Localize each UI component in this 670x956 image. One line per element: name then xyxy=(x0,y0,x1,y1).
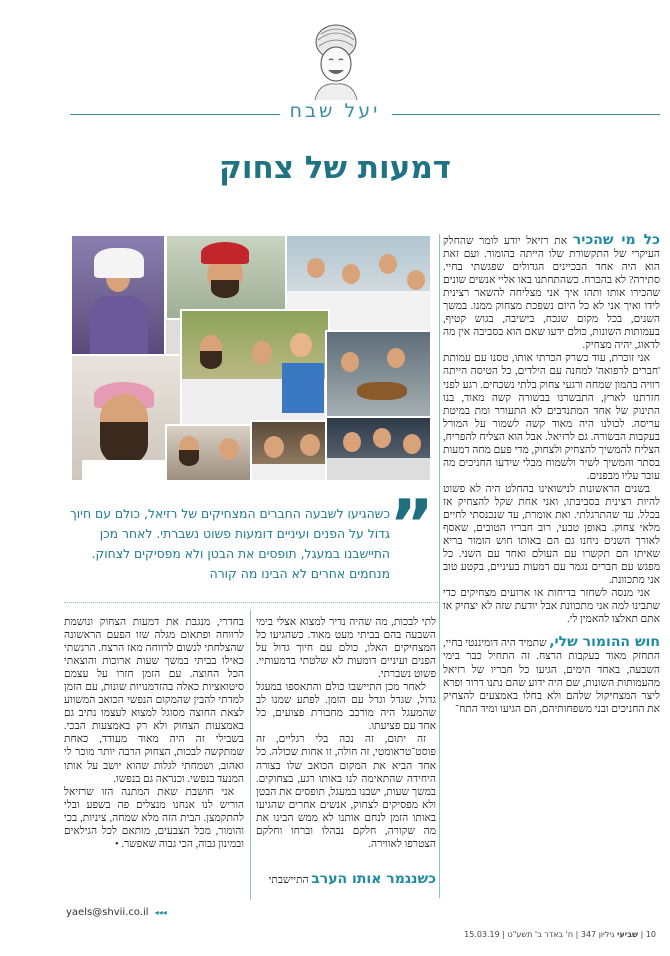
paragraph: אני זוכרת, עוד כשרק הכרתי אותו, טסנו עם עמותת 'חברים לרפואה' למחנה עם הילדים, כל הטיסה הייתה רוויה בהמון שמחה ורגעי צחוק בלתי נשכחים. רגע לפני חזרתנו לארץ, התבשרנו בבשורה קשה מאוד, בנו התינוק של אחד המתנדבים לא התעורר ומת במיטת עריסה. לכולנו היה מאוד קשה לשמור על המורל בעקבות הבשורה. גם לרזיאל. אבל הוא הצליח להפריח, הצליח להמשיך להצחיק ולצחוק, מדי פעם מחה דמעות בסתר והמשיך לשיר ולשמוח מבלי שידעו החניכים מה עובר עליו מבפנים. xyxy=(443,353,660,482)
paragraph-text: שתמיד היה דומיננטי בחיי, התחזק מאוד בעקבות הרצח. זה התחיל כבר בימי השבעה, באחד הימים, הגיעו כל חבריו של רזיאל מהעמותות השונות, שם היה ידוע שהם נתנו דרור ופרא ליצר המצחיקול שלהם ולא בחלו באמצעים להצחיק את החניכים ובני משפחותיהם, הם הגיעו ומיד התח־ xyxy=(443,638,660,715)
pull-quote-text: כשהגיעו לשבעה החברים המצחיקים של רזיאל, כולם עם חיוך גדול על הפנים ועיניים דומעות פשוט נשברתי. לאחר מכן התיישבנו במעגל, תופסים את הבטן ולא מפסיקים לצחוק. מנחמים אחרים לא הבינו מה קורה xyxy=(70,506,390,581)
issue-number: גיליון 347 xyxy=(580,930,615,939)
photo-friends xyxy=(250,420,332,482)
paragraph xyxy=(443,234,660,352)
page-footer xyxy=(464,930,656,939)
paragraph: בחדרי, מנגבת את דמעות הצחוק ונושמת לרווחה ופתאום מגלה שזו הפעם הראשונה שהצלחתי לנשום לרווחה מאז הרצח. הרגשתי כאילו בביתי במשך שעות ארוכות והוצאתי הכל החוצה. עם הזמן חזרו על עצמם סיטואציות כאלה בהזדמנויות שונות, עם הזמן למדתי להבין שהמקום הנפשי הכואב המשווע לצאת החוצה מסוגל למצוא לעצמו נתיב גם באמצעות הצחוק ולא רק באמצעות הבכי. בשבילי זה היה מאוד מעודד, כאחת שמתקשה לבכות, הצחוק הרבה יותר מוכר לי ואהוב, ושמחתי לגלות שהוא יושב על אותו המנעד בנפשי. וכנראה גם בנפשו. xyxy=(64,617,244,785)
paragraph xyxy=(256,870,436,887)
dotted-separator xyxy=(64,602,438,603)
arrows-icon: ◂◂◂ xyxy=(154,908,167,917)
photo-smiling-men xyxy=(165,424,253,482)
paragraph: זה יתום, זה נכה בלי רגליים, זה פוסט־טראומטי, זה חולה, זו אחות שכולה. כל אחד הביא את המקום הכואב שלו בצורה היחידה שהתאימה לנו באותו רגע, בצחוקים. במשך שעות, ישבנו במעגל, תופסים את הבטן ולא מפסיקים לצחוק, אנשים אחרים שהגיעו באותו הזמן לנחם אותנו לא ממש הבינו את מה שקורה, חלקם נבהלו וברחו וחלקם הצטרפו לאווירה. xyxy=(256,734,436,850)
left-text-column xyxy=(64,616,244,898)
paragraph: אני מנסה לשחזר בדיחות או ארועים מצחיקים כדי שתבינו למה אני מתכוונת אבל יודעת שזה לא יצחיק או אתם תאלצו להאמין לי. xyxy=(443,588,660,626)
author-portrait-sketch xyxy=(305,22,367,100)
email-link[interactable]: yaels@shvii.co.il xyxy=(66,907,149,918)
lead-in: כשנגמר אותו הערב xyxy=(311,870,436,887)
page-number: 10 xyxy=(645,930,656,939)
photo-guitar-player xyxy=(325,330,432,422)
paragraph: לאחר מכן התיישבו כולם והתאספו במעגל גדול, שגדל וגדל עם הזמן. לפתע שמנו לב שהמעגל היה מורכב מחבורת פצועים, כל אחד עם פציעתו. xyxy=(256,682,436,733)
separator: | xyxy=(575,930,579,939)
lead-in: חוש ההומור שלי, xyxy=(549,634,660,651)
column-divider xyxy=(250,610,251,900)
middle-text-column xyxy=(256,616,436,898)
photo-man-white-robe xyxy=(70,234,166,356)
separator: | xyxy=(502,930,505,939)
paragraph: בשנים הראשונות לנישואינו בהחלט היה לא פשוט להיות רצינית בסביבתו, ואני אחת שקל להצחיק אז בכלל. עד שהתרגלתי. ואת אומרת, עד שנכנסתי לחיים מלאי צחוק. באופן טבעי, רוב חבריו הטובים, שאסף לאורך השנים ניחנו גם הם באותו חוש הומור בריא שאיתו הם תקשרו עם העולם ואחד עם השני. כל מפגש עם חברים נגמר עם דמעות בעיניים, בקטע טוב אני מתכוונת. xyxy=(443,483,660,587)
separator: | xyxy=(640,930,644,939)
magazine-name: שביעי xyxy=(617,930,639,939)
paragraph: לתי לבכות, מה שהיה נדיר למצוא אצלי בימי השבעה בהם בביתי מעט מאוד. כשהגיעו כל המצחיקים האלו, כולם עם חיוך גדול על הפנים ועיניים דומעות לא שלטתי בדמעותיי. פשוט נשברתי. xyxy=(256,617,436,681)
photo-red-hat xyxy=(165,234,290,320)
article-title: דמעות של צחוק xyxy=(219,150,451,186)
paragraph: אני חושבת שאת המתנה הזו שרזיאל הוריש לנו אנחנו מנצלים פה בשפע ובלי להתקמצן. הבית הזה מלא שמחה, ציניות, בכי והומור, מכל הצבעים, מותאם לכל הגילאים ובמינון גבוה, הכי גבוה שאפשר. • xyxy=(64,786,244,850)
hebrew-date: ח' באדר ב' תשע"ט xyxy=(507,930,574,939)
column-divider xyxy=(439,234,440,898)
author-name: יעל שבח xyxy=(289,100,381,122)
issue-date: 15.03.19 xyxy=(464,930,500,939)
paragraph xyxy=(443,636,660,715)
photo-collage xyxy=(70,234,432,482)
quote-mark-icon: ” xyxy=(389,486,434,565)
author-email[interactable] xyxy=(66,907,167,918)
photo-night-group xyxy=(325,416,432,482)
pull-quote xyxy=(64,486,438,592)
photo-couch-group xyxy=(180,309,330,431)
right-text-column xyxy=(443,234,660,896)
lead-in: כל מי שהכיר xyxy=(572,234,660,248)
paragraph-text: התיישבתי xyxy=(268,874,312,886)
paragraph-text: את רזיאל יודע לומר שהחלק העיקרי של התקשורת שלו הייתה בהומור. ועם זאת הוא היה אחד הבכיינים הגדולים שפגשתי בחיי. סתירה? לא בהכרח. כשהתחתנו באו אליי אנשים שונים שהכירו אותו ותהו איך אני מצליחה להשאר רצינית לידו ואיך אני לא כל היום נשפכת מצחוק ממנו. במשך השנים, בכל מקום שנכח, בישיבה, בגוש קטיף, בעמותות השונות, כולם ידעו שאם הוא בסביבה אין מה לדאוג, יהיה מצחיק. xyxy=(443,236,660,352)
